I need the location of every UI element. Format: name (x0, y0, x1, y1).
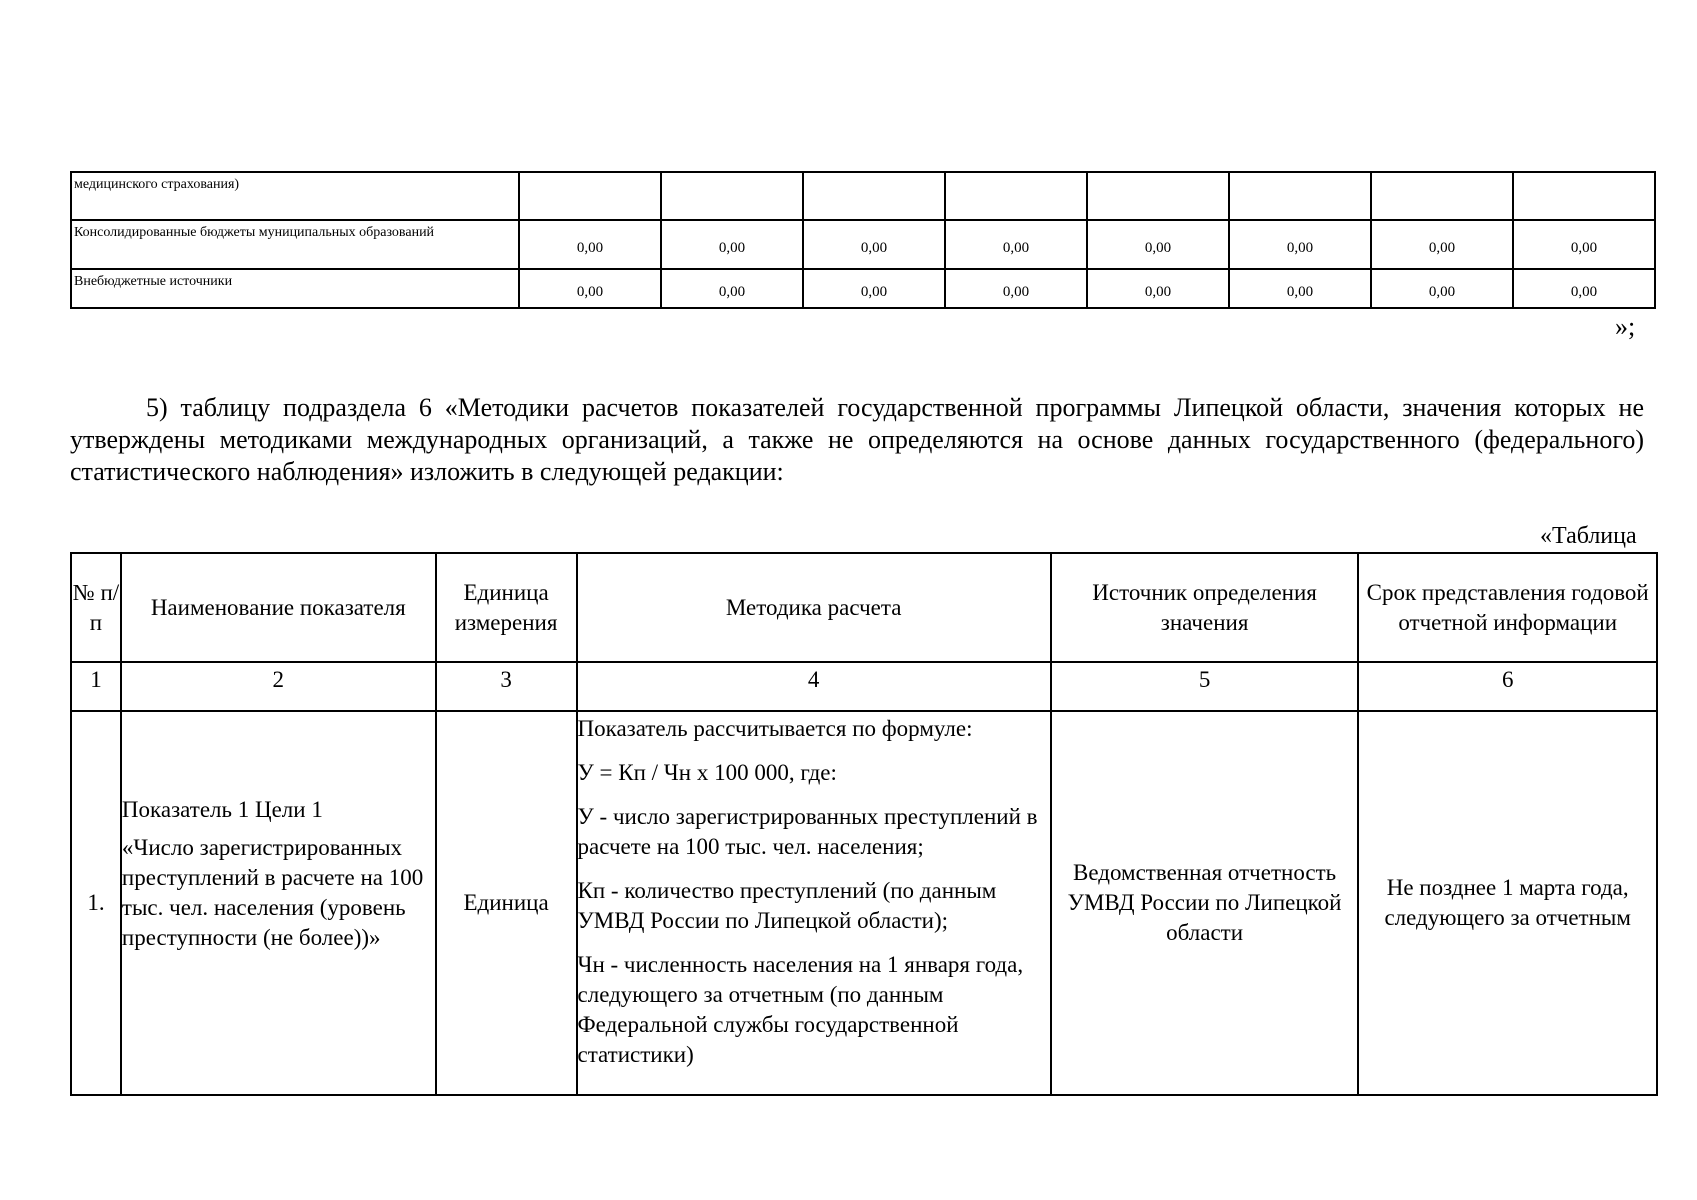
header-name: Наименование показателя (121, 553, 436, 662)
header-unit: Единица измерения (436, 553, 577, 662)
indicator-name-cell (121, 711, 436, 1095)
method-line: Чн - численность населения на 1 января года, следующего за отчетным (по данным Федеральной службы государственной статистики) (577, 952, 1024, 1067)
row-label: Внебюджетные источники (71, 269, 519, 308)
deadline-cell: Не позднее 1 марта года, следующего за отчетным (1358, 711, 1657, 1095)
value-cell (1229, 172, 1371, 220)
header-method: Методика расчета (577, 553, 1051, 662)
value-cell: 0,00 (1371, 269, 1513, 308)
value-cell: 0,00 (945, 220, 1087, 269)
column-number: 6 (1358, 662, 1657, 711)
body-paragraph: 5) таблицу подраздела 6 «Методики расчетов показателей государственной программы Липецкой области, значения которых не утверждены методиками международных организаций, а также не определяются на основе данных государственного (федерального) статистического наблюдения» изложить в следующей редакции: (70, 393, 1644, 486)
value-cell: 0,00 (661, 220, 803, 269)
value-cell (945, 172, 1087, 220)
row-label: Консолидированные бюджеты муниципальных образований (71, 220, 519, 269)
unit-cell: Единица (436, 711, 577, 1095)
table-row (71, 220, 1655, 269)
method-line: Показатель рассчитывается по формуле: (577, 716, 973, 741)
value-cell: 0,00 (661, 269, 803, 308)
header-row (71, 553, 1657, 662)
finance-table (70, 171, 1656, 309)
indicator-title: Показатель 1 Цели 1 (121, 797, 323, 822)
column-number: 1 (71, 662, 121, 711)
column-number-row (71, 662, 1657, 711)
value-cell: 0,00 (1087, 220, 1229, 269)
row-number: 1. (71, 711, 121, 1095)
header-source: Источник определения значения (1051, 553, 1359, 662)
value-cell (1087, 172, 1229, 220)
row-label: медицинского страхования) (71, 172, 519, 220)
method-table (70, 552, 1658, 1096)
value-cell: 0,00 (1087, 269, 1229, 308)
method-line: У - число зарегистрированных преступлений в расчете на 100 тыс. чел. населения; (577, 804, 1038, 859)
value-cell (519, 172, 661, 220)
value-cell: 0,00 (1513, 269, 1655, 308)
table-caption: «Таблица (1540, 523, 1637, 549)
value-cell: 0,00 (519, 220, 661, 269)
value-cell: 0,00 (1371, 220, 1513, 269)
table-row (71, 269, 1655, 308)
column-number: 5 (1051, 662, 1359, 711)
table-row (71, 172, 1655, 220)
column-number: 3 (436, 662, 577, 711)
method-cell (577, 711, 1051, 1095)
value-cell: 0,00 (1513, 220, 1655, 269)
value-cell: 0,00 (519, 269, 661, 308)
value-cell: 0,00 (803, 269, 945, 308)
method-line: Кп - количество преступлений (по данным УМВД России по Липецкой области); (577, 878, 997, 933)
value-cell (1513, 172, 1655, 220)
value-cell: 0,00 (803, 220, 945, 269)
value-cell: 0,00 (1229, 220, 1371, 269)
table-row (71, 711, 1657, 1095)
value-cell (661, 172, 803, 220)
column-number: 4 (577, 662, 1051, 711)
value-cell: 0,00 (945, 269, 1087, 308)
closing-quote: »; (1615, 312, 1636, 341)
value-cell: 0,00 (1229, 269, 1371, 308)
header-deadline: Срок представления годовой отчетной информации (1358, 553, 1657, 662)
header-num: № п/п (71, 553, 121, 662)
column-number: 2 (121, 662, 436, 711)
method-formula: У = Кп / Чн х 100 000, где: (577, 760, 837, 785)
indicator-text: «Число зарегистрированных преступлений в расчете на 100 тыс. чел. населения (уровень преступности (не более))» (121, 835, 424, 950)
value-cell (1371, 172, 1513, 220)
value-cell (803, 172, 945, 220)
source-cell: Ведомственная отчетность УМВД России по Липецкой области (1051, 711, 1359, 1095)
